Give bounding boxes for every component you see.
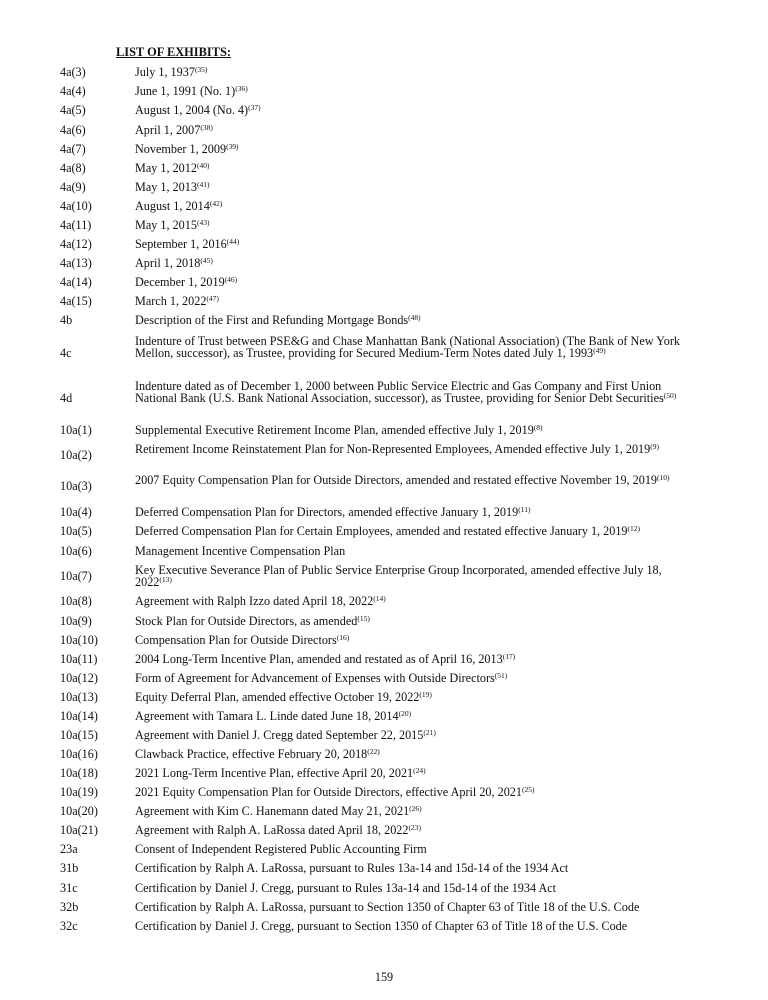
exhibit-row [0, 162, 768, 176]
exhibit-text: 2004 Long-Term Incentive Plan, amended and restated as of April 16, 2013 [135, 652, 503, 666]
exhibit-text: Form of Agreement for Advancement of Expenses with Outside Directors [135, 671, 495, 685]
exhibit-text: Description of the First and Refunding Mortgage Bonds [135, 313, 409, 327]
exhibit-description [135, 380, 680, 404]
exhibit-text: Compensation Plan for Outside Directors [135, 633, 337, 647]
exhibit-row [0, 219, 768, 233]
exhibit-text: August 1, 2014 [135, 199, 210, 213]
exhibit-text: April 1, 2007 [135, 123, 201, 137]
exhibit-row [0, 200, 768, 214]
exhibit-row [0, 181, 768, 195]
exhibit-row [0, 424, 768, 438]
exhibit-number: 10a(18) [60, 766, 98, 780]
exhibit-text: Certification by Daniel J. Cregg, pursuant to Rules 13a-14 and 15d-14 of the 1934 Act [135, 881, 557, 895]
exhibit-number: 4a(15) [60, 294, 92, 308]
footnote-reference: (13) [159, 575, 172, 584]
exhibit-text: May 1, 2015 [135, 218, 197, 232]
exhibit-number: 4b [60, 313, 73, 327]
footnote-reference: (50) [663, 391, 677, 400]
exhibit-description [135, 564, 680, 588]
exhibit-row [0, 824, 768, 838]
footnote-reference: (46) [224, 275, 238, 284]
footnote-reference: (39) [226, 142, 239, 151]
exhibit-description [135, 143, 239, 155]
exhibit-text: March 1, 2022 [135, 294, 207, 308]
exhibit-text: September 1, 2016 [135, 237, 227, 251]
exhibit-row [0, 672, 768, 686]
footnote-reference: (47) [206, 294, 219, 303]
exhibit-number: 10a(21) [60, 823, 98, 837]
exhibit-text: May 1, 2013 [135, 180, 197, 194]
exhibit-number: 4d [60, 391, 73, 405]
exhibit-description [135, 443, 680, 455]
exhibit-row [0, 506, 768, 520]
exhibit-row [0, 335, 768, 373]
exhibit-text: Clawback Practice, effective February 20, 2018 [135, 747, 368, 761]
footnote-reference: (35) [194, 65, 208, 74]
exhibit-number: 10a(15) [60, 728, 98, 742]
exhibit-description [135, 862, 568, 874]
exhibit-row [0, 805, 768, 819]
exhibit-row [0, 862, 768, 876]
exhibit-text: December 1, 2019 [135, 275, 225, 289]
exhibit-text: 2021 Equity Compensation Plan for Outside Directors, effective April 20, 2021 [135, 785, 522, 799]
exhibit-text: July 1, 1937 [135, 65, 195, 79]
exhibit-description [135, 729, 436, 741]
exhibit-description [135, 474, 680, 486]
footnote-reference: (24) [413, 766, 426, 775]
exhibit-row [0, 474, 768, 500]
exhibit-row [0, 920, 768, 934]
exhibit-text: Certification by Ralph A. LaRossa, pursuant to Rules 13a-14 and 15d-14 of the 1934 Act [135, 861, 569, 875]
exhibit-row [0, 882, 768, 896]
exhibit-row [0, 66, 768, 80]
exhibit-description [135, 181, 209, 193]
exhibit-description [135, 545, 345, 557]
exhibit-text: November 1, 2009 [135, 142, 227, 156]
exhibit-description [135, 66, 207, 78]
exhibit-number: 23a [60, 842, 78, 856]
exhibit-text: Key Executive Severance Plan of Public Service Enterprise Group Incorporated, amended effective July 18, 2022 [135, 563, 662, 589]
exhibit-text: Certification by Daniel J. Cregg, pursuant to Section 1350 of Chapter 63 of Title 18 of the U.S. Code [135, 919, 628, 933]
exhibit-number: 4a(11) [60, 218, 92, 232]
exhibit-number: 10a(12) [60, 671, 98, 685]
footnote-reference: (12) [627, 524, 641, 533]
exhibit-number: 32b [60, 900, 79, 914]
exhibit-number: 10a(16) [60, 747, 98, 761]
exhibit-row [0, 380, 768, 418]
exhibit-row [0, 143, 768, 157]
exhibit-number: 4a(4) [60, 84, 86, 98]
exhibit-description [135, 314, 421, 326]
footnote-reference: (20) [398, 709, 412, 718]
footnote-reference: (14) [373, 594, 386, 603]
exhibit-text: Indenture of Trust between PSE&G and Chase Manhattan Bank (National Association) (The Bank of New York Mellon, successor), as Trustee, providing for Secured Medium-Term Notes dated July 1, 1993 [135, 334, 680, 360]
exhibit-number: 10a(1) [60, 423, 92, 437]
exhibit-number: 10a(20) [60, 804, 98, 818]
exhibit-row [0, 901, 768, 915]
exhibit-description [135, 506, 530, 518]
exhibit-number: 4a(10) [60, 199, 92, 213]
exhibit-text: Agreement with Ralph A. LaRossa dated April 18, 2022 [135, 823, 409, 837]
exhibit-number: 4a(6) [60, 123, 86, 137]
footnote-reference: (19) [419, 690, 432, 699]
exhibit-number: 4a(9) [60, 180, 86, 194]
footnote-reference: (40) [196, 161, 210, 170]
exhibit-row [0, 276, 768, 290]
exhibit-row [0, 124, 768, 138]
exhibit-description [135, 767, 426, 779]
footnote-reference: (43) [196, 218, 210, 227]
footnote-reference: (41) [196, 180, 210, 189]
exhibit-text: Management Incentive Compensation Plan [135, 544, 346, 558]
exhibit-description [135, 104, 261, 116]
exhibit-description [135, 634, 349, 646]
exhibit-description [135, 124, 213, 136]
footnote-reference: (38) [200, 123, 213, 132]
page-title: LIST OF EXHIBITS: [116, 45, 232, 59]
footnote-reference: (36) [235, 84, 248, 93]
exhibit-text: Indenture dated as of December 1, 2000 between Public Service Electric and Gas Company and First Union National Bank (U.S. Bank National Association, successor), as Trustee, providing for Senior Debt Securities [135, 379, 664, 405]
footnote-reference: (42) [209, 199, 223, 208]
exhibit-description [135, 219, 209, 231]
exhibit-row [0, 653, 768, 667]
exhibit-description [135, 748, 380, 760]
exhibit-number: 32c [60, 919, 78, 933]
exhibit-row [0, 595, 768, 609]
footnote-reference: (37) [248, 103, 261, 112]
footnote-reference: (48) [408, 313, 421, 322]
exhibit-description [135, 295, 219, 307]
footnote-reference: (23) [408, 823, 421, 832]
exhibit-number: 4a(12) [60, 237, 92, 251]
exhibit-text: Consent of Independent Registered Public Accounting Firm [135, 842, 427, 856]
exhibit-row [0, 295, 768, 309]
exhibit-number: 10a(5) [60, 524, 92, 538]
exhibit-description [135, 653, 515, 665]
exhibit-row [0, 843, 768, 857]
exhibit-description [135, 615, 370, 627]
exhibit-row [0, 314, 768, 328]
footnote-reference: (9) [650, 442, 659, 451]
exhibit-text: Agreement with Ralph Izzo dated April 18, 2022 [135, 594, 374, 608]
exhibit-number: 10a(7) [60, 569, 92, 583]
exhibit-description [135, 525, 640, 537]
exhibit-number: 10a(10) [60, 633, 98, 647]
exhibit-number: 4a(7) [60, 142, 86, 156]
exhibit-row [0, 767, 768, 781]
exhibit-description [135, 920, 627, 932]
exhibit-number: 10a(11) [60, 652, 98, 666]
exhibit-description [135, 691, 432, 703]
exhibit-text: Supplemental Executive Retirement Income Plan, amended effective July 1, 2019 [135, 423, 534, 437]
exhibit-row [0, 545, 768, 559]
exhibit-number: 4a(3) [60, 65, 86, 79]
exhibit-description [135, 257, 213, 269]
exhibit-text: Agreement with Daniel J. Cregg dated September 22, 2015 [135, 728, 424, 742]
exhibit-description [135, 276, 237, 288]
exhibit-description [135, 843, 427, 855]
exhibit-row [0, 85, 768, 99]
footnote-reference: (10) [657, 473, 670, 482]
exhibit-text: Retirement Income Reinstatement Plan for Non-Represented Employees, Amended effective July 1, 2019 [135, 442, 651, 456]
exhibit-number: 10a(2) [60, 448, 92, 462]
exhibit-description [135, 882, 556, 894]
exhibit-number: 4a(13) [60, 256, 92, 270]
exhibit-row [0, 615, 768, 629]
exhibit-number: 31c [60, 881, 78, 895]
exhibit-text: Equity Deferral Plan, amended effective October 19, 2022 [135, 690, 420, 704]
exhibit-row [0, 786, 768, 800]
exhibit-text: May 1, 2012 [135, 161, 197, 175]
footnote-reference: (45) [200, 256, 213, 265]
exhibit-row [0, 691, 768, 705]
exhibit-number: 4a(14) [60, 275, 92, 289]
exhibit-number: 10a(9) [60, 614, 92, 628]
exhibit-text: June 1, 1991 (No. 1) [135, 84, 236, 98]
exhibit-row [0, 104, 768, 118]
exhibit-description [135, 672, 507, 684]
footnote-reference: (8) [533, 423, 543, 432]
exhibit-number: 10a(3) [60, 479, 92, 493]
footnote-reference: (11) [518, 505, 531, 514]
exhibit-row [0, 634, 768, 648]
exhibit-row [0, 748, 768, 762]
exhibit-description [135, 595, 386, 607]
exhibit-text: August 1, 2004 (No. 4) [135, 103, 249, 117]
exhibit-description [135, 710, 411, 722]
exhibit-text: 2007 Equity Compensation Plan for Outside Directors, amended and restated effective November 19, 2019 [135, 473, 658, 487]
exhibit-row [0, 443, 768, 469]
exhibit-number: 4c [60, 346, 72, 360]
exhibit-number: 10a(4) [60, 505, 92, 519]
exhibit-text: Agreement with Tamara L. Linde dated June 18, 2014 [135, 709, 399, 723]
exhibit-row [0, 710, 768, 724]
exhibit-number: 4a(5) [60, 103, 86, 117]
exhibit-row [0, 257, 768, 271]
exhibit-number: 4a(8) [60, 161, 86, 175]
exhibit-description [135, 238, 239, 250]
footnote-reference: (21) [423, 728, 436, 737]
exhibit-number: 10a(13) [60, 690, 98, 704]
exhibit-description [135, 424, 543, 436]
exhibit-text: April 1, 2018 [135, 256, 201, 270]
exhibit-number: 10a(6) [60, 544, 92, 558]
footnote-reference: (17) [502, 652, 516, 661]
footnote-reference: (15) [357, 614, 370, 623]
exhibit-number: 31b [60, 861, 79, 875]
exhibit-text: Deferred Compensation Plan for Directors, amended effective January 1, 2019 [135, 505, 519, 519]
exhibit-description [135, 824, 421, 836]
footnote-reference: (44) [226, 237, 240, 246]
exhibit-number: 10a(14) [60, 709, 98, 723]
exhibit-row [0, 729, 768, 743]
exhibit-text: 2021 Long-Term Incentive Plan, effective April 20, 2021 [135, 766, 414, 780]
exhibit-text: Deferred Compensation Plan for Certain Employees, amended and restated effective January 1, 2019 [135, 524, 628, 538]
exhibit-text: Certification by Ralph A. LaRossa, pursuant to Section 1350 of Chapter 63 of Title 18 of the U.S. Code [135, 900, 640, 914]
exhibit-description [135, 805, 422, 817]
footnote-reference: (49) [593, 346, 606, 355]
exhibit-description [135, 335, 680, 359]
exhibit-text: Agreement with Kim C. Hanemann dated May 21, 2021 [135, 804, 410, 818]
exhibit-description [135, 85, 248, 97]
exhibit-description [135, 162, 209, 174]
exhibit-row [0, 238, 768, 252]
page-number: 159 [374, 970, 394, 984]
footnote-reference: (22) [367, 747, 380, 756]
footnote-reference: (25) [522, 785, 535, 794]
exhibit-row [0, 564, 768, 590]
exhibit-description [135, 200, 222, 212]
footnote-reference: (26) [409, 804, 422, 813]
footnote-reference: (16) [336, 633, 350, 642]
exhibit-description [135, 786, 535, 798]
exhibit-number: 10a(8) [60, 594, 92, 608]
exhibit-text: Stock Plan for Outside Directors, as amended [135, 614, 358, 628]
exhibit-number: 10a(19) [60, 785, 98, 799]
exhibit-description [135, 901, 639, 913]
exhibit-row [0, 525, 768, 539]
footnote-reference: (51) [494, 671, 508, 680]
